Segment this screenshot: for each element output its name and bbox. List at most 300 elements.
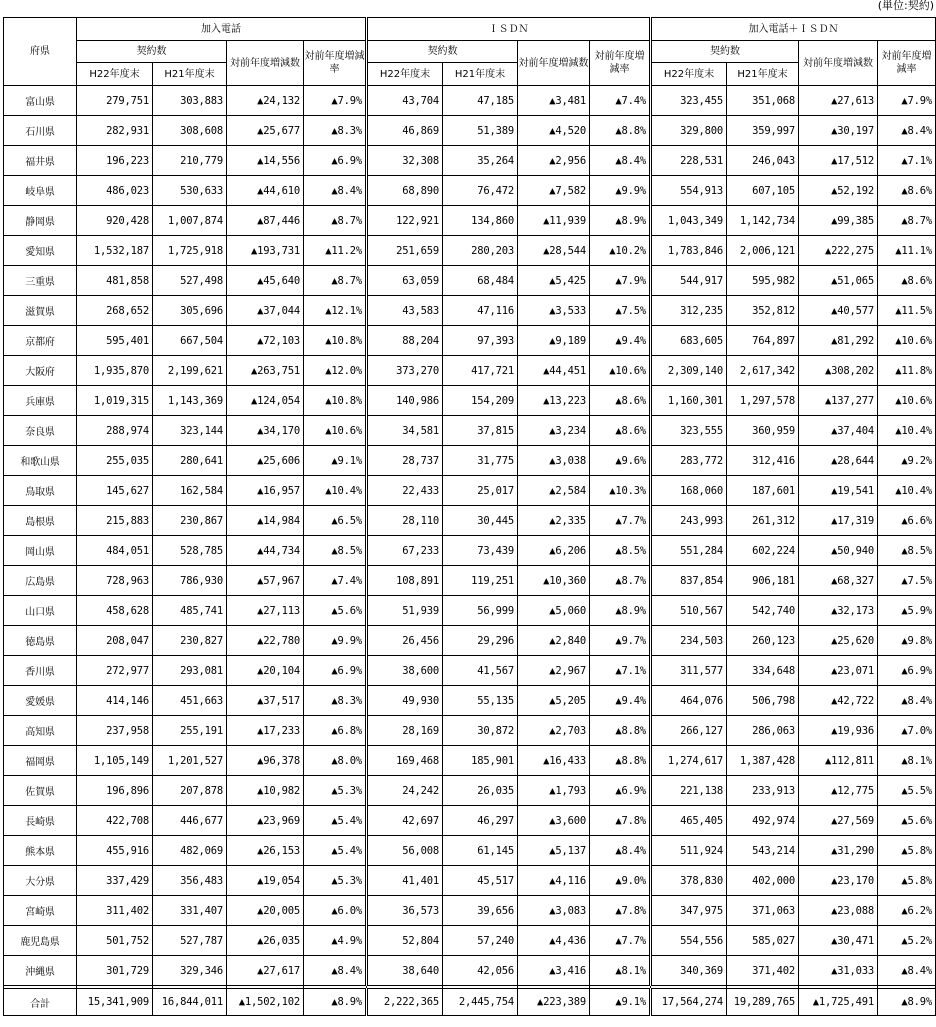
value-cell-h21: 527,498 <box>153 266 227 296</box>
value-cell-h21: 46,297 <box>443 806 518 836</box>
value-cell-diff-count: ▲112,811 <box>799 746 878 776</box>
value-cell-h21: 233,913 <box>727 776 799 806</box>
value-cell-diff-count: ▲31,033 <box>799 956 878 986</box>
table-row <box>4 476 936 506</box>
value-cell-h22: 28,737 <box>367 446 443 476</box>
value-cell-h21: 764,897 <box>727 326 799 356</box>
value-cell-h22: 2,309,140 <box>651 356 727 386</box>
value-cell-h21: 308,608 <box>153 116 227 146</box>
value-cell-diff-rate: ▲8.9% <box>590 596 651 626</box>
value-cell-diff-rate: ▲9.6% <box>590 446 651 476</box>
value-cell-diff-rate: ▲8.4% <box>590 836 651 866</box>
value-cell-diff-count: ▲44,734 <box>227 536 304 566</box>
value-cell-diff-rate: ▲8.4% <box>590 146 651 176</box>
value-cell-h22: 63,059 <box>367 266 443 296</box>
value-cell-diff-rate: ▲8.6% <box>878 176 936 206</box>
value-cell-h21: 543,214 <box>727 836 799 866</box>
total-row <box>4 989 936 1016</box>
value-cell-h21: 19,289,765 <box>727 989 799 1016</box>
value-cell-diff-count: ▲124,054 <box>227 386 304 416</box>
value-cell-h22: 169,468 <box>367 746 443 776</box>
value-cell-h22: 683,605 <box>651 326 727 356</box>
value-cell-h22: 32,308 <box>367 146 443 176</box>
value-cell-diff-rate: ▲8.7% <box>878 206 936 236</box>
value-cell-h21: 303,883 <box>153 86 227 116</box>
value-cell-h21: 162,584 <box>153 476 227 506</box>
value-cell-h22: 208,047 <box>77 626 153 656</box>
value-cell-diff-count: ▲3,083 <box>518 896 590 926</box>
value-cell-diff-rate: ▲6.8% <box>304 716 367 746</box>
value-cell-diff-rate: ▲9.9% <box>590 176 651 206</box>
value-cell-h21: 585,027 <box>727 926 799 956</box>
header-contracts: 契約数 <box>367 41 518 63</box>
header-contracts: 契約数 <box>77 41 227 63</box>
value-cell-h22: 56,008 <box>367 836 443 866</box>
value-cell-h22: 510,567 <box>651 596 727 626</box>
value-cell-h22: 24,242 <box>367 776 443 806</box>
value-cell-diff-count: ▲34,170 <box>227 416 304 446</box>
value-cell-diff-rate: ▲7.9% <box>878 86 936 116</box>
value-cell-diff-count: ▲23,071 <box>799 656 878 686</box>
value-cell-diff-rate: ▲8.8% <box>590 746 651 776</box>
value-cell-diff-rate: ▲6.0% <box>304 896 367 926</box>
value-cell-diff-count: ▲3,600 <box>518 806 590 836</box>
prefecture-cell: 鹿児島県 <box>4 926 77 956</box>
value-cell-h22: 266,127 <box>651 716 727 746</box>
value-cell-diff-rate: ▲8.5% <box>590 536 651 566</box>
value-cell-diff-count: ▲30,471 <box>799 926 878 956</box>
value-cell-diff-rate: ▲4.9% <box>304 926 367 956</box>
value-cell-h21: 446,677 <box>153 806 227 836</box>
value-cell-h21: 595,982 <box>727 266 799 296</box>
value-cell-diff-count: ▲13,223 <box>518 386 590 416</box>
value-cell-h21: 210,779 <box>153 146 227 176</box>
value-cell-h21: 25,017 <box>443 476 518 506</box>
value-cell-diff-rate: ▲6.6% <box>878 506 936 536</box>
value-cell-h22: 68,890 <box>367 176 443 206</box>
value-cell-h22: 221,138 <box>651 776 727 806</box>
prefecture-cell: 高知県 <box>4 716 77 746</box>
value-cell-h21: 51,389 <box>443 116 518 146</box>
table-row <box>4 926 936 956</box>
value-cell-h21: 417,721 <box>443 356 518 386</box>
prefecture-cell: 長崎県 <box>4 806 77 836</box>
value-cell-h22: 272,977 <box>77 656 153 686</box>
value-cell-diff-rate: ▲8.4% <box>304 956 367 986</box>
value-cell-h22: 340,369 <box>651 956 727 986</box>
prefecture-cell: 宮崎県 <box>4 896 77 926</box>
value-cell-diff-count: ▲2,956 <box>518 146 590 176</box>
prefecture-cell: 愛媛県 <box>4 686 77 716</box>
value-cell-diff-rate: ▲7.5% <box>878 566 936 596</box>
value-cell-diff-count: ▲28,544 <box>518 236 590 266</box>
prefecture-cell: 石川県 <box>4 116 77 146</box>
value-cell-h21: 230,867 <box>153 506 227 536</box>
value-cell-h22: 28,110 <box>367 506 443 536</box>
value-cell-h22: 251,659 <box>367 236 443 266</box>
prefecture-cell: 香川県 <box>4 656 77 686</box>
value-cell-h21: 55,135 <box>443 686 518 716</box>
value-cell-diff-rate: ▲9.8% <box>878 626 936 656</box>
table-row <box>4 716 936 746</box>
value-cell-diff-rate: ▲11.2% <box>304 236 367 266</box>
prefecture-cell: 滋賀県 <box>4 296 77 326</box>
value-cell-h21: 1,142,734 <box>727 206 799 236</box>
value-cell-h22: 464,076 <box>651 686 727 716</box>
value-cell-h22: 196,896 <box>77 776 153 806</box>
value-cell-h21: 73,439 <box>443 536 518 566</box>
table-row <box>4 116 936 146</box>
value-cell-diff-count: ▲27,113 <box>227 596 304 626</box>
table-row <box>4 386 936 416</box>
value-cell-h22: 414,146 <box>77 686 153 716</box>
header-h22: H22年度末 <box>367 63 443 86</box>
value-cell-h22: 1,532,187 <box>77 236 153 266</box>
value-cell-h21: 57,240 <box>443 926 518 956</box>
value-cell-h21: 29,296 <box>443 626 518 656</box>
value-cell-h21: 45,517 <box>443 866 518 896</box>
table-body <box>4 86 936 1016</box>
table-row <box>4 176 936 206</box>
value-cell-h21: 527,787 <box>153 926 227 956</box>
value-cell-diff-count: ▲37,044 <box>227 296 304 326</box>
value-cell-h22: 422,708 <box>77 806 153 836</box>
value-cell-diff-rate: ▲11.5% <box>878 296 936 326</box>
value-cell-h21: 37,815 <box>443 416 518 446</box>
value-cell-diff-rate: ▲12.0% <box>304 356 367 386</box>
value-cell-h22: 465,405 <box>651 806 727 836</box>
table-row <box>4 596 936 626</box>
value-cell-h21: 906,181 <box>727 566 799 596</box>
value-cell-h21: 207,878 <box>153 776 227 806</box>
table-row <box>4 266 936 296</box>
value-cell-diff-rate: ▲6.9% <box>878 656 936 686</box>
table-row <box>4 356 936 386</box>
value-cell-h22: 52,804 <box>367 926 443 956</box>
value-cell-diff-rate: ▲8.7% <box>304 266 367 296</box>
value-cell-h21: 1,387,428 <box>727 746 799 776</box>
header-diff-count: 対前年度増減数 <box>799 41 878 86</box>
value-cell-diff-count: ▲57,967 <box>227 566 304 596</box>
value-cell-h22: 268,652 <box>77 296 153 326</box>
value-cell-diff-rate: ▲6.9% <box>590 776 651 806</box>
value-cell-h22: 42,697 <box>367 806 443 836</box>
prefecture-cell: 大分県 <box>4 866 77 896</box>
table-row <box>4 416 936 446</box>
value-cell-h21: 1,143,369 <box>153 386 227 416</box>
value-cell-h21: 506,798 <box>727 686 799 716</box>
value-cell-diff-rate: ▲12.1% <box>304 296 367 326</box>
value-cell-diff-rate: ▲9.1% <box>304 446 367 476</box>
value-cell-diff-count: ▲28,644 <box>799 446 878 476</box>
prefecture-cell: 福岡県 <box>4 746 77 776</box>
value-cell-h21: 667,504 <box>153 326 227 356</box>
value-cell-h22: 337,429 <box>77 866 153 896</box>
value-cell-h21: 280,203 <box>443 236 518 266</box>
prefecture-cell: 広島県 <box>4 566 77 596</box>
value-cell-h22: 88,204 <box>367 326 443 356</box>
value-cell-diff-rate: ▲5.4% <box>304 806 367 836</box>
value-cell-diff-rate: ▲10.6% <box>304 416 367 446</box>
value-cell-h22: 34,581 <box>367 416 443 446</box>
value-cell-diff-rate: ▲8.7% <box>304 206 367 236</box>
value-cell-diff-rate: ▲8.8% <box>590 116 651 146</box>
value-cell-h22: 311,577 <box>651 656 727 686</box>
value-cell-diff-rate: ▲10.8% <box>304 386 367 416</box>
header-diff-rate: 対前年度増減率 <box>878 41 936 86</box>
value-cell-h22: 140,986 <box>367 386 443 416</box>
value-cell-diff-rate: ▲9.4% <box>590 326 651 356</box>
value-cell-h21: 185,901 <box>443 746 518 776</box>
table-row <box>4 896 936 926</box>
value-cell-h22: 458,628 <box>77 596 153 626</box>
value-cell-h22: 312,235 <box>651 296 727 326</box>
value-cell-diff-count: ▲9,189 <box>518 326 590 356</box>
value-cell-diff-count: ▲5,060 <box>518 596 590 626</box>
value-cell-h22: 41,401 <box>367 866 443 896</box>
value-cell-h22: 38,600 <box>367 656 443 686</box>
value-cell-diff-rate: ▲8.4% <box>878 956 936 986</box>
value-cell-h21: 359,997 <box>727 116 799 146</box>
value-cell-h21: 246,043 <box>727 146 799 176</box>
value-cell-diff-rate: ▲8.6% <box>590 416 651 446</box>
value-cell-diff-rate: ▲9.0% <box>590 866 651 896</box>
value-cell-h22: 544,917 <box>651 266 727 296</box>
table-row <box>4 146 936 176</box>
value-cell-diff-count: ▲5,205 <box>518 686 590 716</box>
value-cell-diff-count: ▲17,512 <box>799 146 878 176</box>
table-row <box>4 806 936 836</box>
header-h21: H21年度末 <box>443 63 518 86</box>
value-cell-diff-rate: ▲5.8% <box>878 836 936 866</box>
value-cell-diff-count: ▲23,088 <box>799 896 878 926</box>
value-cell-diff-count: ▲30,197 <box>799 116 878 146</box>
value-cell-h21: 187,601 <box>727 476 799 506</box>
value-cell-diff-count: ▲23,969 <box>227 806 304 836</box>
value-cell-h22: 1,019,315 <box>77 386 153 416</box>
value-cell-diff-count: ▲20,005 <box>227 896 304 926</box>
value-cell-h21: 786,930 <box>153 566 227 596</box>
value-cell-diff-count: ▲5,137 <box>518 836 590 866</box>
value-cell-h22: 288,974 <box>77 416 153 446</box>
value-cell-diff-rate: ▲7.9% <box>304 86 367 116</box>
value-cell-diff-count: ▲44,610 <box>227 176 304 206</box>
prefecture-cell: 愛知県 <box>4 236 77 266</box>
value-cell-diff-rate: ▲8.1% <box>878 746 936 776</box>
value-cell-diff-rate: ▲6.9% <box>304 146 367 176</box>
value-cell-h22: 301,729 <box>77 956 153 986</box>
value-cell-h21: 39,656 <box>443 896 518 926</box>
prefecture-cell: 和歌山県 <box>4 446 77 476</box>
value-cell-diff-rate: ▲8.3% <box>304 686 367 716</box>
value-cell-diff-rate: ▲8.9% <box>878 989 936 1016</box>
value-cell-diff-count: ▲1,725,491 <box>799 989 878 1016</box>
value-cell-h21: 280,641 <box>153 446 227 476</box>
value-cell-h22: 323,555 <box>651 416 727 446</box>
table-row <box>4 326 936 356</box>
value-cell-diff-count: ▲193,731 <box>227 236 304 266</box>
value-cell-diff-count: ▲37,517 <box>227 686 304 716</box>
prefecture-cell: 三重県 <box>4 266 77 296</box>
value-cell-diff-count: ▲222,275 <box>799 236 878 266</box>
prefecture-cell: 佐賀県 <box>4 776 77 806</box>
value-cell-diff-count: ▲72,103 <box>227 326 304 356</box>
prefecture-cell: 鳥取県 <box>4 476 77 506</box>
value-cell-h22: 323,455 <box>651 86 727 116</box>
value-cell-diff-count: ▲5,425 <box>518 266 590 296</box>
value-cell-diff-rate: ▲8.6% <box>878 266 936 296</box>
value-cell-diff-count: ▲45,640 <box>227 266 304 296</box>
header-h21: H21年度末 <box>153 63 227 86</box>
table-row <box>4 656 936 686</box>
value-cell-diff-count: ▲51,065 <box>799 266 878 296</box>
value-cell-h22: 2,222,365 <box>367 989 443 1016</box>
value-cell-diff-count: ▲16,957 <box>227 476 304 506</box>
value-cell-h22: 283,772 <box>651 446 727 476</box>
table-row <box>4 206 936 236</box>
value-cell-h21: 31,775 <box>443 446 518 476</box>
value-cell-h22: 43,704 <box>367 86 443 116</box>
value-cell-h21: 607,105 <box>727 176 799 206</box>
prefecture-cell: 京都府 <box>4 326 77 356</box>
value-cell-h21: 485,741 <box>153 596 227 626</box>
value-cell-h22: 501,752 <box>77 926 153 956</box>
value-cell-h22: 122,921 <box>367 206 443 236</box>
header-h21: H21年度末 <box>727 63 799 86</box>
table-row <box>4 626 936 656</box>
value-cell-diff-rate: ▲7.4% <box>590 86 651 116</box>
value-cell-diff-rate: ▲10.3% <box>590 476 651 506</box>
value-cell-diff-rate: ▲6.2% <box>878 896 936 926</box>
prefecture-cell: 静岡県 <box>4 206 77 236</box>
value-cell-h21: 402,000 <box>727 866 799 896</box>
value-cell-diff-rate: ▲7.1% <box>590 656 651 686</box>
value-cell-h22: 511,924 <box>651 836 727 866</box>
header-prefecture: 府県 <box>4 18 77 86</box>
value-cell-h22: 347,975 <box>651 896 727 926</box>
value-cell-h21: 16,844,011 <box>153 989 227 1016</box>
value-cell-h22: 243,993 <box>651 506 727 536</box>
value-cell-diff-rate: ▲7.4% <box>304 566 367 596</box>
value-cell-diff-count: ▲7,582 <box>518 176 590 206</box>
value-cell-diff-rate: ▲5.3% <box>304 866 367 896</box>
value-cell-diff-rate: ▲7.7% <box>590 926 651 956</box>
value-cell-diff-rate: ▲8.8% <box>590 716 651 746</box>
value-cell-diff-count: ▲23,170 <box>799 866 878 896</box>
prefecture-cell: 兵庫県 <box>4 386 77 416</box>
value-cell-h21: 260,123 <box>727 626 799 656</box>
value-cell-diff-count: ▲42,722 <box>799 686 878 716</box>
value-cell-h21: 2,617,342 <box>727 356 799 386</box>
value-cell-h22: 837,854 <box>651 566 727 596</box>
header-h22: H22年度末 <box>651 63 727 86</box>
unit-label: (単位:契約) <box>877 0 934 12</box>
value-cell-h22: 67,233 <box>367 536 443 566</box>
value-cell-diff-count: ▲2,584 <box>518 476 590 506</box>
value-cell-diff-count: ▲96,378 <box>227 746 304 776</box>
value-cell-h21: 351,068 <box>727 86 799 116</box>
value-cell-diff-rate: ▲7.9% <box>590 266 651 296</box>
prefecture-cell: 富山県 <box>4 86 77 116</box>
value-cell-diff-rate: ▲11.8% <box>878 356 936 386</box>
value-cell-diff-count: ▲137,277 <box>799 386 878 416</box>
value-cell-h22: 145,627 <box>77 476 153 506</box>
header-diff-rate: 対前年度増減率 <box>304 41 367 86</box>
value-cell-diff-rate: ▲8.6% <box>590 386 651 416</box>
prefecture-cell: 島根県 <box>4 506 77 536</box>
value-cell-h21: 1,297,578 <box>727 386 799 416</box>
value-cell-diff-rate: ▲8.4% <box>878 686 936 716</box>
value-cell-h21: 41,567 <box>443 656 518 686</box>
value-cell-diff-count: ▲10,982 <box>227 776 304 806</box>
value-cell-h22: 46,869 <box>367 116 443 146</box>
value-cell-diff-rate: ▲5.9% <box>878 596 936 626</box>
value-cell-diff-rate: ▲5.5% <box>878 776 936 806</box>
value-cell-diff-count: ▲3,481 <box>518 86 590 116</box>
value-cell-h21: 331,407 <box>153 896 227 926</box>
table-row <box>4 686 936 716</box>
value-cell-h21: 47,185 <box>443 86 518 116</box>
value-cell-h21: 334,648 <box>727 656 799 686</box>
value-cell-h22: 311,402 <box>77 896 153 926</box>
value-cell-h22: 728,963 <box>77 566 153 596</box>
value-cell-h21: 2,006,121 <box>727 236 799 266</box>
value-cell-diff-count: ▲10,360 <box>518 566 590 596</box>
value-cell-diff-count: ▲27,613 <box>799 86 878 116</box>
header-diff-rate: 対前年度増減率 <box>590 41 651 86</box>
value-cell-diff-count: ▲263,751 <box>227 356 304 386</box>
value-cell-diff-rate: ▲8.5% <box>304 536 367 566</box>
value-cell-diff-count: ▲44,451 <box>518 356 590 386</box>
value-cell-h21: 352,812 <box>727 296 799 326</box>
value-cell-diff-count: ▲26,153 <box>227 836 304 866</box>
value-cell-h22: 168,060 <box>651 476 727 506</box>
value-cell-diff-rate: ▲9.7% <box>590 626 651 656</box>
table-row <box>4 956 936 986</box>
value-cell-diff-rate: ▲8.7% <box>590 566 651 596</box>
value-cell-h22: 378,830 <box>651 866 727 896</box>
value-cell-diff-count: ▲52,192 <box>799 176 878 206</box>
value-cell-diff-count: ▲31,290 <box>799 836 878 866</box>
value-cell-h21: 360,959 <box>727 416 799 446</box>
value-cell-h22: 1,043,349 <box>651 206 727 236</box>
value-cell-h22: 551,284 <box>651 536 727 566</box>
value-cell-diff-rate: ▲8.5% <box>878 536 936 566</box>
value-cell-h21: 1,725,918 <box>153 236 227 266</box>
value-cell-h21: 528,785 <box>153 536 227 566</box>
value-cell-diff-count: ▲19,936 <box>799 716 878 746</box>
value-cell-diff-rate: ▲8.9% <box>304 989 367 1016</box>
value-cell-h22: 455,916 <box>77 836 153 866</box>
value-cell-h21: 76,472 <box>443 176 518 206</box>
value-cell-h22: 28,169 <box>367 716 443 746</box>
value-cell-diff-rate: ▲11.1% <box>878 236 936 266</box>
value-cell-diff-count: ▲223,389 <box>518 989 590 1016</box>
value-cell-h22: 1,783,846 <box>651 236 727 266</box>
value-cell-diff-count: ▲68,327 <box>799 566 878 596</box>
value-cell-diff-rate: ▲10.6% <box>878 386 936 416</box>
value-cell-diff-count: ▲308,202 <box>799 356 878 386</box>
header-group-combined: 加入電話＋ＩＳＤＮ <box>651 18 936 41</box>
value-cell-h21: 97,393 <box>443 326 518 356</box>
value-cell-diff-rate: ▲9.1% <box>590 989 651 1016</box>
value-cell-h22: 373,270 <box>367 356 443 386</box>
value-cell-h21: 371,402 <box>727 956 799 986</box>
value-cell-diff-count: ▲3,416 <box>518 956 590 986</box>
value-cell-diff-rate: ▲10.4% <box>304 476 367 506</box>
value-cell-diff-count: ▲14,556 <box>227 146 304 176</box>
value-cell-h21: 371,063 <box>727 896 799 926</box>
